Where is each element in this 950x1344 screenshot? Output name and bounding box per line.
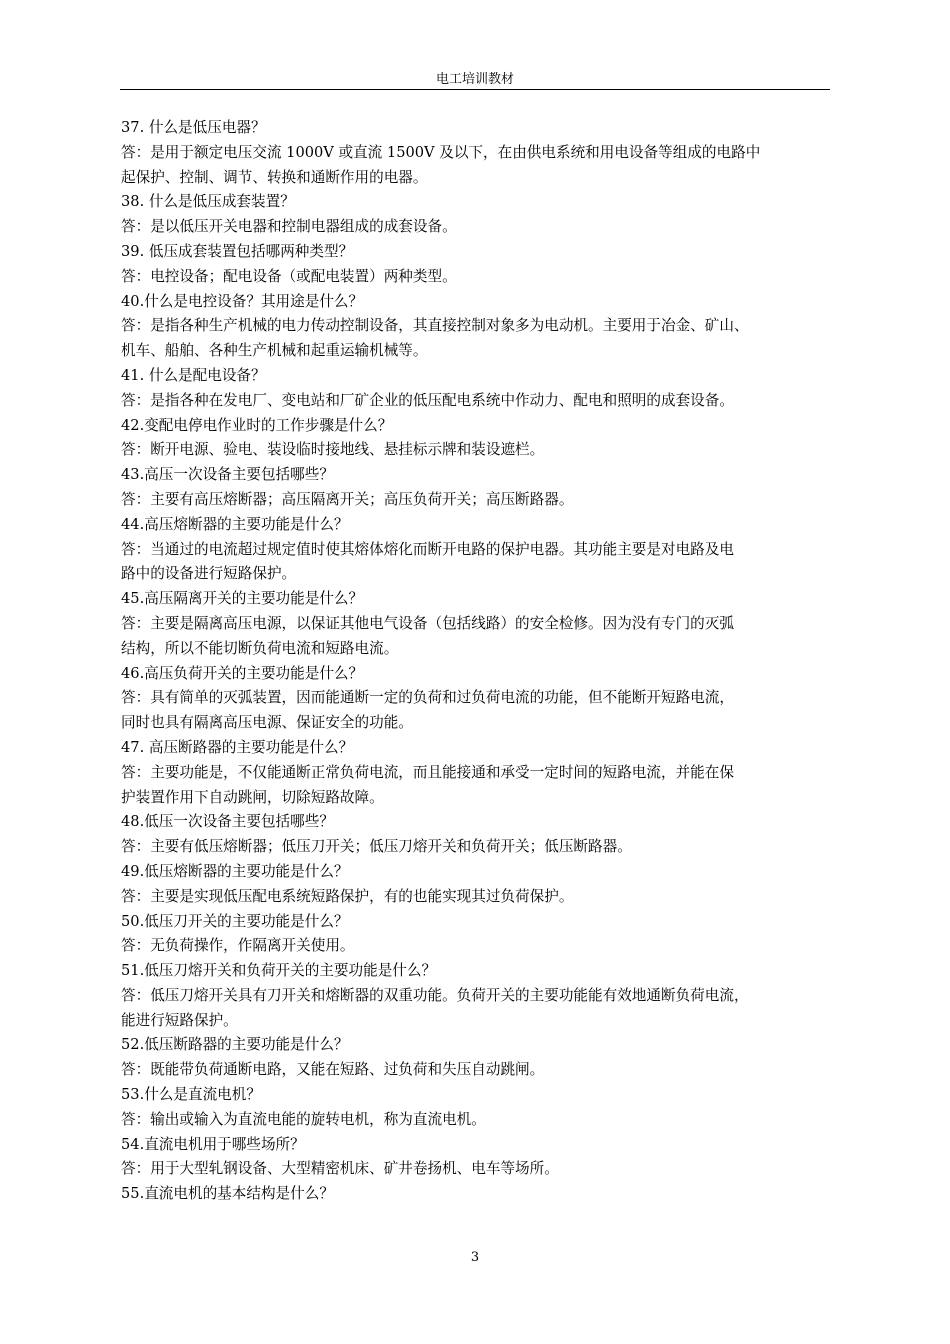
text-line: 42.变配电停电作业时的工作步骤是什么？ (121, 416, 393, 434)
text-line: 48.低压一次设备主要包括哪些？ (121, 813, 334, 831)
answer-text-line: 答：用于大型轧钢设备、大型精密机床、矿井卷扬机、电车等场所。 (121, 1160, 559, 1178)
text-line: 54.直流电机用于哪些场所？ (121, 1135, 305, 1153)
answer-text-line: 答：主要有低压熔断器；低压刀开关；低压刀熔开关和负荷开关；低压断路器。 (121, 838, 632, 856)
answer-text-line: 答：是指各种生产机械的电力传动控制设备，其直接控制对象多为电动机。主要用于冶金、矿山、 (121, 317, 749, 335)
answer-text-line: 答：是以低压开关电器和控制电器组成的成套设备。 (121, 218, 457, 236)
text-line: 38. 什么是低压成套装置？ (121, 193, 295, 211)
text-line: 44.高压熔断器的主要功能是什么？ (121, 515, 349, 533)
text-line: 39. 低压成套装置包括哪两种类型？ (121, 242, 354, 260)
answer-text-line: 答：是指各种在发电厂、变电站和厂矿企业的低压配电系统中作动力、配电和照明的成套设备。 (121, 391, 734, 409)
answer-text-line: 答：断开电源、验电、装设临时接地线、悬挂标示牌和装设遮栏。 (121, 441, 545, 459)
text-line: 结构，所以不能切断负荷电流和短路电流。 (121, 639, 399, 657)
text-line: 37. 什么是低压电器？ (121, 119, 266, 136)
header-divider (120, 89, 830, 90)
answer-text-line: 答：低压刀熔开关具有刀开关和熔断器的双重功能。负荷开关的主要功能能有效地通断负荷电流， (121, 986, 749, 1004)
answer-text-line: 答：是用于额定电压交流 1000V 或直流 1500V 及以下，在由供电系统和用电设备等组成的电路中 (121, 143, 761, 161)
answer-text-line: 答：当通过的电流超过规定值时使其熔体熔化而断开电路的保护电器。其功能主要是对电路及电 (121, 540, 734, 558)
page-number: 3 (470, 1250, 480, 1265)
answer-text-line: 答：既能带负荷通断电路，又能在短路、过负荷和失压自动跳闸。 (121, 1061, 545, 1079)
text-line: 40.什么是电控设备？其用途是什么？ (121, 292, 364, 310)
text-line: 49.低压熔断器的主要功能是什么？ (121, 862, 349, 880)
text-line: 53.什么是直流电机？ (121, 1086, 261, 1104)
answer-text-line: 答：无负荷操作，作隔离开关使用。 (121, 937, 355, 955)
text-line: 43.高压一次设备主要包括哪些？ (121, 466, 334, 484)
text-line: 起保护、控制、调节、转换和通断作用的电器。 (121, 168, 428, 186)
text-line: 47. 高压断路器的主要功能是什么？ (121, 738, 354, 756)
text-line: 46.高压负荷开关的主要功能是什么？ (121, 664, 364, 682)
text-line: 同时也具有隔离高压电源、保证安全的功能。 (121, 714, 413, 732)
document-body (121, 116, 833, 1207)
text-line: 能进行短路保护。 (121, 1011, 238, 1029)
answer-text-line: 答：电控设备；配电设备（或配电装置）两种类型。 (121, 267, 457, 285)
answer-text-line: 答：输出或输入为直流电能的旋转电机，称为直流电机。 (121, 1110, 486, 1128)
text-line: 护装置作用下自动跳闸，切除短路故障。 (121, 788, 384, 806)
text-line: 41. 什么是配电设备？ (121, 366, 266, 384)
text-line: 52.低压断路器的主要功能是什么？ (121, 1036, 349, 1054)
text-line: 45.高压隔离开关的主要功能是什么？ (121, 590, 364, 608)
answer-text-line: 答：主要功能是，不仅能通断正常负荷电流，而且能接通和承受一定时间的短路电流，并能在保 (121, 763, 734, 781)
text-line: 机车、船舶、各种生产机械和起重运输机械等。 (121, 342, 428, 360)
answer-text-line: 答：主要是隔离高压电源，以保证其他电气设备（包括线路）的安全检修。因为没有专门的灭弧 (121, 614, 734, 632)
text-line: 55.直流电机的基本结构是什么？ (121, 1185, 334, 1203)
text-line: 路中的设备进行短路保护。 (121, 565, 297, 583)
text-line: 51.低压刀熔开关和负荷开关的主要功能是什么？ (121, 962, 437, 980)
answer-text-line: 答：具有简单的灭弧装置，因而能通断一定的负荷和过负荷电流的功能，但不能断开短路电流， (121, 689, 734, 707)
text-line: 50.低压刀开关的主要功能是什么？ (121, 912, 349, 930)
page-header-title: 电工培训教材 (435, 72, 514, 87)
answer-text-line: 答：主要是实现低压配电系统短路保护，有的也能实现其过负荷保护。 (121, 887, 574, 905)
answer-text-line: 答：主要有高压熔断器；高压隔离开关；高压负荷开关；高压断路器。 (121, 490, 574, 508)
